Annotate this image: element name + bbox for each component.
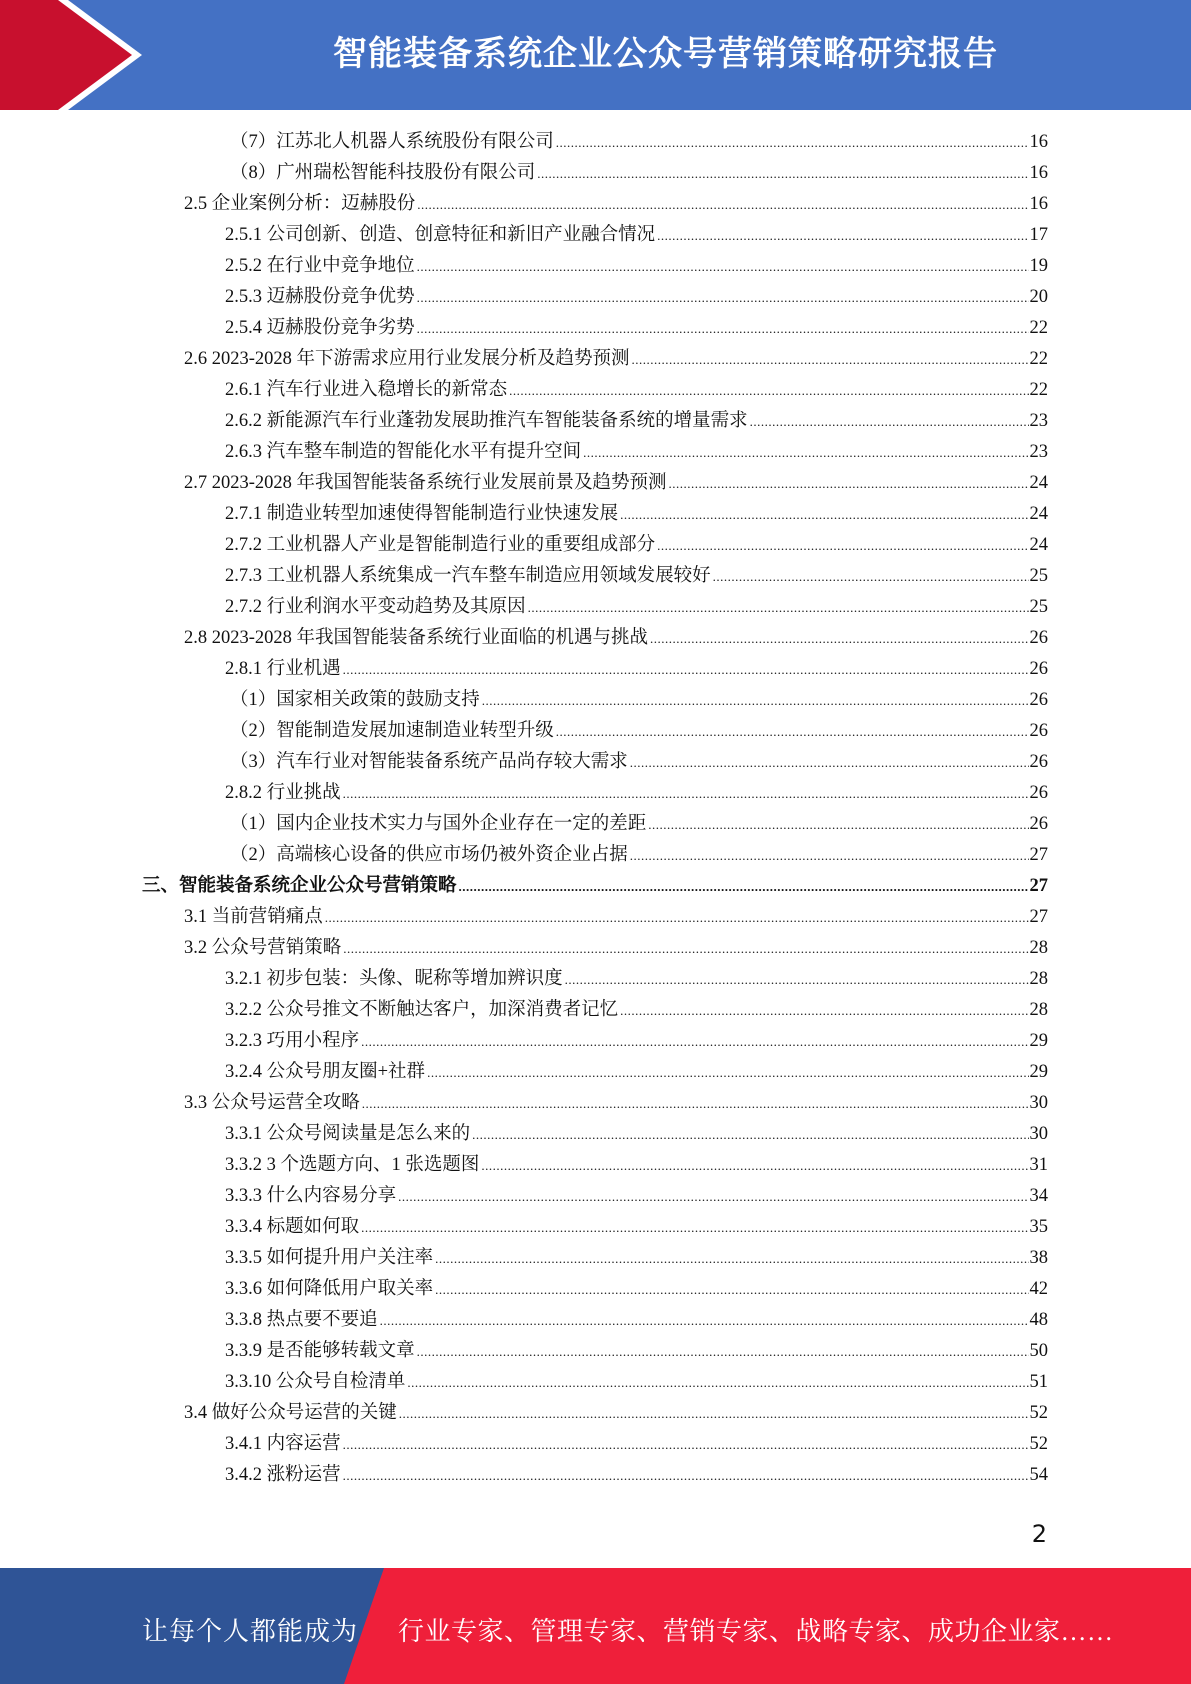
toc-entry-page: 23 — [1029, 411, 1048, 431]
toc-entry-title: 2.7.2 行业利润水平变动趋势及其原因 — [225, 597, 526, 617]
toc-entry-title: （2）高端核心设备的供应市场仍被外资企业占据 — [230, 845, 628, 865]
toc-entry[interactable] — [184, 1398, 1048, 1426]
toc-entry[interactable] — [225, 1305, 1048, 1333]
toc-leader-dots — [343, 786, 1029, 802]
toc-leader-dots — [482, 693, 1029, 709]
toc-entry-page: 28 — [1029, 969, 1048, 989]
toc-leader-dots — [630, 755, 1029, 771]
toc-entry-title: （1）国家相关政策的鼓励支持 — [230, 690, 480, 710]
toc-leader-dots — [417, 259, 1029, 275]
toc-entry[interactable] — [225, 1181, 1048, 1209]
toc-entry-title: 2.5 企业案例分析：迈赫股份 — [184, 194, 416, 214]
toc-leader-dots — [632, 352, 1029, 368]
toc-entry-page: 26 — [1029, 659, 1048, 679]
toc-entry-title: （2）智能制造发展加速制造业转型升级 — [230, 721, 554, 741]
toc-entry-title: 3.3.10 公众号自检清单 — [225, 1372, 406, 1392]
toc-entry[interactable] — [225, 592, 1048, 620]
toc-entry-title: 3.4 做好公众号运营的关键 — [184, 1403, 397, 1423]
toc-entry-page: 25 — [1029, 566, 1048, 586]
toc-leader-dots — [472, 1127, 1028, 1143]
toc-entry-page: 24 — [1029, 504, 1048, 524]
toc-entry-page: 27 — [1029, 845, 1048, 865]
toc-entry[interactable] — [225, 220, 1048, 248]
toc-entry[interactable] — [230, 716, 1048, 744]
toc-entry-title: 3.3 公众号运营全攻略 — [184, 1093, 360, 1113]
toc-leader-dots — [528, 600, 1029, 616]
toc-leader-dots — [713, 569, 1029, 585]
toc-entry-title: 2.5.2 在行业中竞争地位 — [225, 256, 415, 276]
toc-leader-dots — [399, 1406, 1029, 1422]
toc-entry-page: 50 — [1029, 1341, 1048, 1361]
toc-leader-dots — [669, 476, 1029, 492]
toc-entry[interactable] — [184, 623, 1048, 651]
toc-entry[interactable] — [225, 1150, 1048, 1178]
toc-entry-page: 52 — [1029, 1403, 1048, 1423]
toc-entry[interactable] — [184, 344, 1048, 372]
toc-entry-page: 54 — [1029, 1465, 1048, 1485]
toc-leader-dots — [343, 1437, 1029, 1453]
toc-entry-page: 16 — [1029, 194, 1048, 214]
toc-entry[interactable] — [230, 158, 1048, 186]
toc-entry-page: 26 — [1029, 783, 1048, 803]
footer-slogan-left: 让每个人都能成为 — [142, 1617, 359, 1646]
toc-entry-page: 19 — [1029, 256, 1048, 276]
toc-entry[interactable] — [225, 778, 1048, 806]
toc-leader-dots — [380, 1313, 1029, 1329]
toc-leader-dots — [657, 538, 1028, 554]
toc-entry-page: 35 — [1029, 1217, 1048, 1237]
toc-entry-title: 2.6 2023-2028 年下游需求应用行业发展分析及趋势预测 — [184, 349, 630, 369]
toc-entry-title: 三、智能装备系统企业公众号营销策略 — [142, 876, 457, 896]
toc-entry-page: 16 — [1029, 163, 1048, 183]
toc-leader-dots — [630, 848, 1029, 864]
toc-entry-title: 2.7 2023-2028 年我国智能装备系统行业发展前景及趋势预测 — [184, 473, 667, 493]
toc-entry-title: 2.8.2 行业挑战 — [225, 783, 341, 803]
toc-entry[interactable] — [225, 1367, 1048, 1395]
toc-entry[interactable] — [225, 964, 1048, 992]
toc-leader-dots — [565, 972, 1029, 988]
toc-entry-page: 23 — [1029, 442, 1048, 462]
toc-entry[interactable] — [225, 1429, 1048, 1457]
toc-entry[interactable] — [230, 127, 1048, 155]
toc-leader-dots — [537, 166, 1028, 182]
toc-entry-title: 2.8.1 行业机遇 — [225, 659, 341, 679]
toc-entry[interactable] — [225, 1336, 1048, 1364]
toc-entry-title: （8）广州瑞松智能科技股份有限公司 — [230, 163, 536, 183]
toc-entry-page: 22 — [1029, 318, 1048, 338]
toc-entry-title: （1）国内企业技术实力与国外企业存在一定的差距 — [230, 814, 647, 834]
toc-entry-page: 28 — [1029, 1000, 1048, 1020]
toc-entry-page: 24 — [1029, 473, 1048, 493]
toc-entry[interactable] — [225, 1212, 1048, 1240]
toc-leader-dots — [435, 1251, 1028, 1267]
toc-leader-dots — [509, 383, 1028, 399]
toc-entry-title: 3.2.1 初步包装：头像、昵称等增加辨识度 — [225, 969, 563, 989]
toc-entry-page: 34 — [1029, 1186, 1048, 1206]
toc-entry-title: 3.2.3 巧用小程序 — [225, 1031, 360, 1051]
toc-entry-page: 30 — [1029, 1124, 1048, 1144]
toc-entry[interactable] — [225, 1026, 1048, 1054]
toc-entry-title: 2.8 2023-2028 年我国智能装备系统行业面临的机遇与挑战 — [184, 628, 649, 648]
toc-entry[interactable] — [225, 1274, 1048, 1302]
toc-leader-dots — [583, 445, 1028, 461]
toc-entry-page: 27 — [1029, 876, 1048, 896]
toc-entry-page: 20 — [1029, 287, 1048, 307]
toc-entry[interactable] — [225, 375, 1048, 403]
toc-leader-dots — [398, 1189, 1028, 1205]
toc-entry-title: 3.3.8 热点要不要追 — [225, 1310, 378, 1330]
toc-entry[interactable] — [225, 437, 1048, 465]
toc-entry-page: 30 — [1029, 1093, 1048, 1113]
toc-entry-title: （7）江苏北人机器人系统股份有限公司 — [230, 132, 554, 152]
toc-leader-dots — [556, 135, 1029, 151]
toc-leader-dots — [427, 1065, 1028, 1081]
toc-entry[interactable] — [230, 840, 1048, 868]
toc-entry-title: 3.1 当前营销痛点 — [184, 907, 323, 927]
toc-entry-page: 28 — [1029, 938, 1048, 958]
toc-leader-dots — [417, 197, 1028, 213]
header-arrow-decoration — [0, 0, 160, 110]
toc-entry[interactable] — [225, 1243, 1048, 1271]
toc-entry-title: 3.4.2 涨粉运营 — [225, 1465, 341, 1485]
toc-entry-title: 3.4.1 内容运营 — [225, 1434, 341, 1454]
toc-entry-page: 42 — [1029, 1279, 1048, 1299]
page-header — [0, 0, 1191, 110]
toc-leader-dots — [750, 414, 1029, 430]
toc-leader-dots — [325, 910, 1029, 926]
toc-entry[interactable] — [225, 561, 1048, 589]
toc-entry-page: 38 — [1029, 1248, 1048, 1268]
toc-leader-dots — [343, 662, 1029, 678]
toc-entry-page: 29 — [1029, 1062, 1048, 1082]
toc-leader-dots — [459, 879, 1029, 895]
toc-entry-title: 2.5.1 公司创新、创造、创意特征和新旧产业融合情况 — [225, 225, 656, 245]
toc-leader-dots — [343, 1468, 1029, 1484]
toc-entry[interactable] — [225, 1460, 1048, 1488]
toc-entry-page: 24 — [1029, 535, 1048, 555]
toc-leader-dots — [343, 941, 1028, 957]
toc-leader-dots — [620, 507, 1028, 523]
toc-entry-title: 3.3.5 如何提升用户关注率 — [225, 1248, 434, 1268]
toc-entry[interactable] — [225, 654, 1048, 682]
toc-entry[interactable] — [225, 995, 1048, 1023]
toc-entry-title: 3.3.3 什么内容易分享 — [225, 1186, 397, 1206]
toc-entry-title: 2.5.3 迈赫股份竞争优势 — [225, 287, 415, 307]
toc-leader-dots — [417, 290, 1029, 306]
toc-entry-page: 26 — [1029, 814, 1048, 834]
toc-entry-title: 2.7.1 制造业转型加速使得智能制造行业快速发展 — [225, 504, 619, 524]
toc-entry[interactable] — [225, 282, 1048, 310]
toc-entry-page: 17 — [1029, 225, 1048, 245]
toc-entry[interactable] — [184, 902, 1048, 930]
toc-entry[interactable] — [225, 251, 1048, 279]
toc-entry-title: 3.2.4 公众号朋友圈+社群 — [225, 1062, 426, 1082]
toc-entry[interactable] — [225, 406, 1048, 434]
toc-leader-dots — [435, 1282, 1028, 1298]
toc-leader-dots — [361, 1034, 1028, 1050]
toc-entry-title: 3.3.6 如何降低用户取关率 — [225, 1279, 434, 1299]
toc-leader-dots — [657, 228, 1028, 244]
toc-leader-dots — [556, 724, 1029, 740]
toc-entry-page: 29 — [1029, 1031, 1048, 1051]
toc-entry[interactable] — [225, 499, 1048, 527]
toc-entry[interactable] — [225, 530, 1048, 558]
toc-entry[interactable] — [225, 1057, 1048, 1085]
toc-leader-dots — [648, 817, 1028, 833]
toc-entry[interactable] — [225, 313, 1048, 341]
toc-entry[interactable] — [225, 1119, 1048, 1147]
toc-entry-title: 3.2.2 公众号推文不断触达客户，加深消费者记忆 — [225, 1000, 619, 1020]
toc-entry-title: （3）汽车行业对智能装备系统产品尚存较大需求 — [230, 752, 628, 772]
footer-slogan-right: 行业专家、管理专家、营销专家、战略专家、成功企业家…… — [398, 1617, 1114, 1646]
toc-leader-dots — [620, 1003, 1028, 1019]
toc-entry[interactable] — [184, 189, 1048, 217]
toc-entry-page: 26 — [1029, 690, 1048, 710]
toc-leader-dots — [362, 1096, 1029, 1112]
toc-entry[interactable] — [184, 1088, 1048, 1116]
toc-entry-title: 2.7.2 工业机器人产业是智能制造行业的重要组成部分 — [225, 535, 656, 555]
toc-entry[interactable] — [230, 685, 1048, 713]
toc-entry-title: 3.3.4 标题如何取 — [225, 1217, 360, 1237]
toc-entry-page: 26 — [1029, 628, 1048, 648]
toc-leader-dots — [417, 321, 1029, 337]
page-footer — [0, 1568, 1191, 1684]
page-number: 2 — [1031, 1520, 1047, 1548]
toc-entry-page: 22 — [1029, 349, 1048, 369]
toc-leader-dots — [417, 1344, 1029, 1360]
toc-chapter-entry[interactable] — [142, 871, 1048, 899]
toc-entry-page: 22 — [1029, 380, 1048, 400]
toc-entry-page: 51 — [1029, 1372, 1048, 1392]
report-title: 智能装备系统企业公众号营销策略研究报告 — [333, 34, 998, 74]
toc-leader-dots — [407, 1375, 1028, 1391]
toc-entry-title: 2.6.3 汽车整车制造的智能化水平有提升空间 — [225, 442, 582, 462]
toc-entry[interactable] — [230, 747, 1048, 775]
toc-entry-page: 52 — [1029, 1434, 1048, 1454]
toc-leader-dots — [361, 1220, 1028, 1236]
toc-leader-dots — [650, 631, 1028, 647]
toc-entry-page: 27 — [1029, 907, 1048, 927]
toc-entry-page: 16 — [1029, 132, 1048, 152]
toc-entry-page: 26 — [1029, 752, 1048, 772]
toc-entry[interactable] — [184, 468, 1048, 496]
toc-entry-page: 48 — [1029, 1310, 1048, 1330]
toc-entry-title: 3.3.1 公众号阅读量是怎么来的 — [225, 1124, 471, 1144]
toc-entry-page: 25 — [1029, 597, 1048, 617]
toc-entry-title: 2.7.3 工业机器人系统集成一汽车整车制造应用领域发展较好 — [225, 566, 711, 586]
toc-entry-title: 3.3.2 3 个选题方向、1 张选题图 — [225, 1155, 480, 1175]
toc-entry-page: 31 — [1029, 1155, 1048, 1175]
toc-entry-page: 26 — [1029, 721, 1048, 741]
toc-entry[interactable] — [230, 809, 1048, 837]
toc-entry-title: 3.2 公众号营销策略 — [184, 938, 342, 958]
toc-leader-dots — [481, 1158, 1028, 1174]
toc-entry[interactable] — [184, 933, 1048, 961]
toc-entry-title: 2.6.1 汽车行业进入稳增长的新常态 — [225, 380, 508, 400]
toc-entry-title: 2.6.2 新能源汽车行业蓬勃发展助推汽车智能装备系统的增量需求 — [225, 411, 748, 431]
toc-entry-title: 3.3.9 是否能够转载文章 — [225, 1341, 415, 1361]
toc-entry-title: 2.5.4 迈赫股份竞争劣势 — [225, 318, 415, 338]
